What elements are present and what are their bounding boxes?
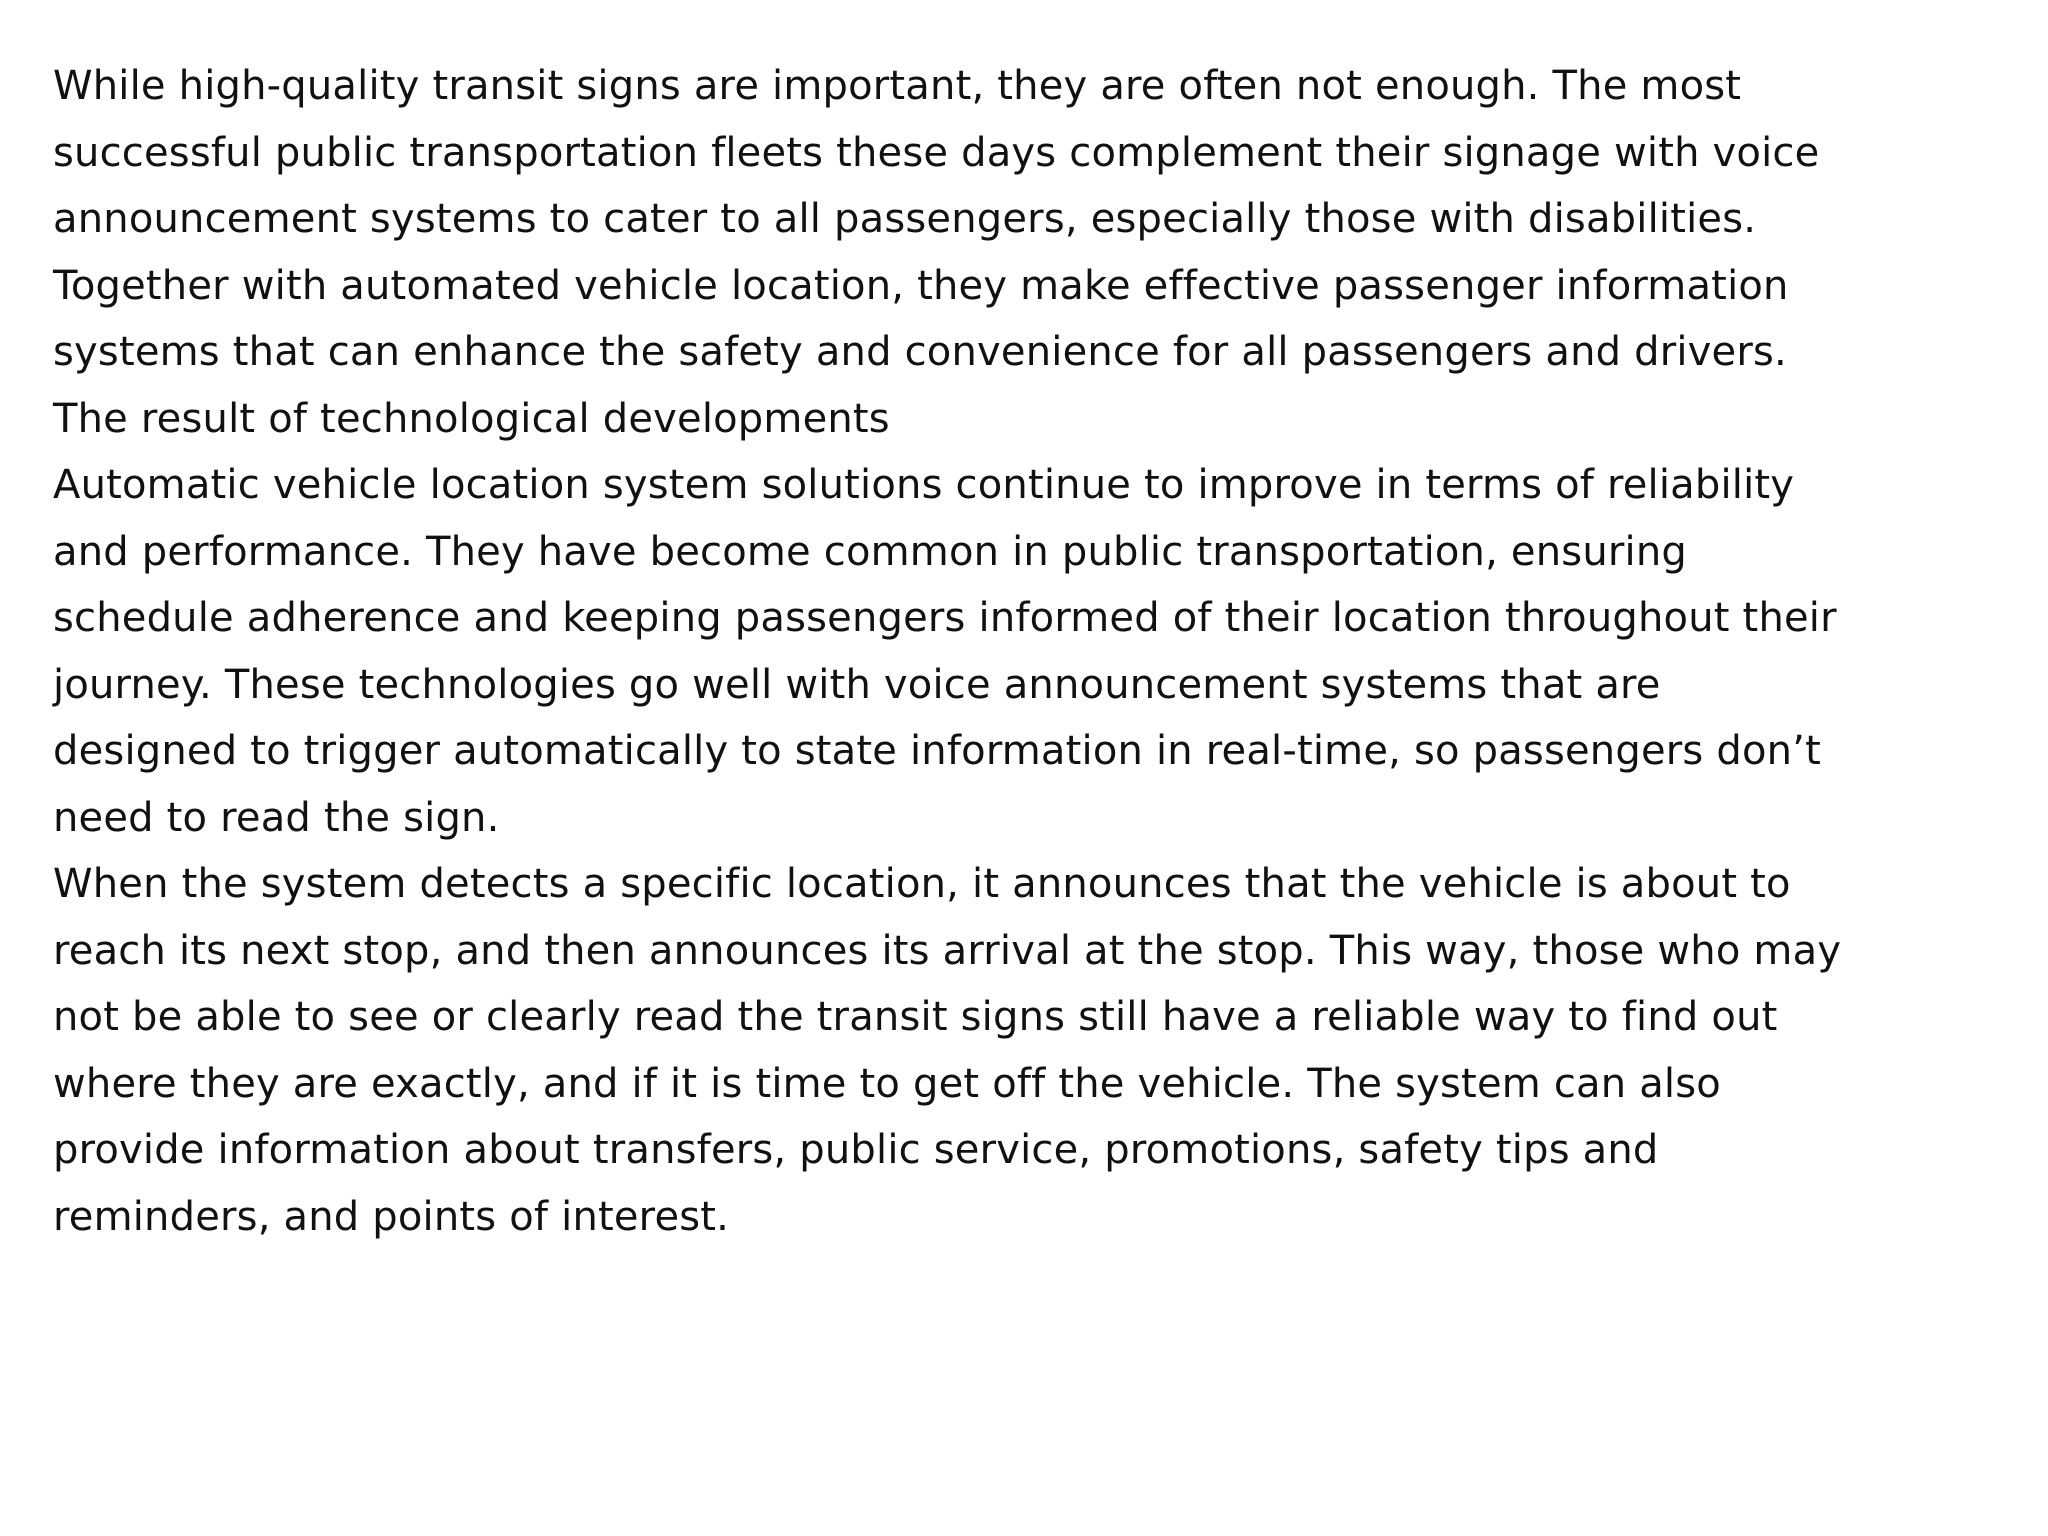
text-line: need to read the sign. (53, 794, 500, 841)
text-line: Together with automated vehicle location, they make effective passenger information (53, 262, 1789, 309)
text-line: journey. These technologies go well with voice announcement systems that are (53, 661, 1661, 708)
text-line: The result of technological developments (53, 395, 890, 442)
text-line: not be able to see or clearly read the transit signs still have a reliable way to find out (53, 994, 1778, 1040)
text-line: successful public transportation fleets these days complement their signage with voice (53, 129, 1820, 176)
text-line: Automatic vehicle location system solutions continue to improve in terms of reliability (53, 462, 1795, 508)
text-line: reminders, and points of interest. (53, 1193, 730, 1240)
text-line: While high-quality transit signs are important, they are often not enough. The most (53, 63, 1742, 109)
text-line: provide information about transfers, public service, promotions, safety tips and (53, 1127, 1659, 1173)
paragraph-announcements (53, 851, 2013, 1250)
paragraph-intro (53, 53, 2013, 386)
text-line: where they are exactly, and if it is time to get off the vehicle. The system can also (53, 1060, 1721, 1107)
paragraph-avl (53, 452, 2013, 851)
text-line: announcement systems to cater to all passengers, especially those with disabilities. (53, 196, 1757, 242)
article-body (53, 53, 2013, 1250)
text-line: schedule adherence and keeping passengers informed of their location throughout their (53, 595, 1837, 641)
text-line: and performance. They have become common in public transportation, ensuring (53, 528, 1687, 575)
section-heading (53, 386, 2013, 453)
text-line: systems that can enhance the safety and convenience for all passengers and drivers. (53, 329, 1787, 375)
text-line: reach its next stop, and then announces its arrival at the stop. This way, those who may (53, 927, 1842, 974)
text-line: When the system detects a specific location, it announces that the vehicle is about to (53, 861, 1791, 907)
text-line: designed to trigger automatically to state information in real-time, so passengers don’t (53, 728, 1821, 774)
